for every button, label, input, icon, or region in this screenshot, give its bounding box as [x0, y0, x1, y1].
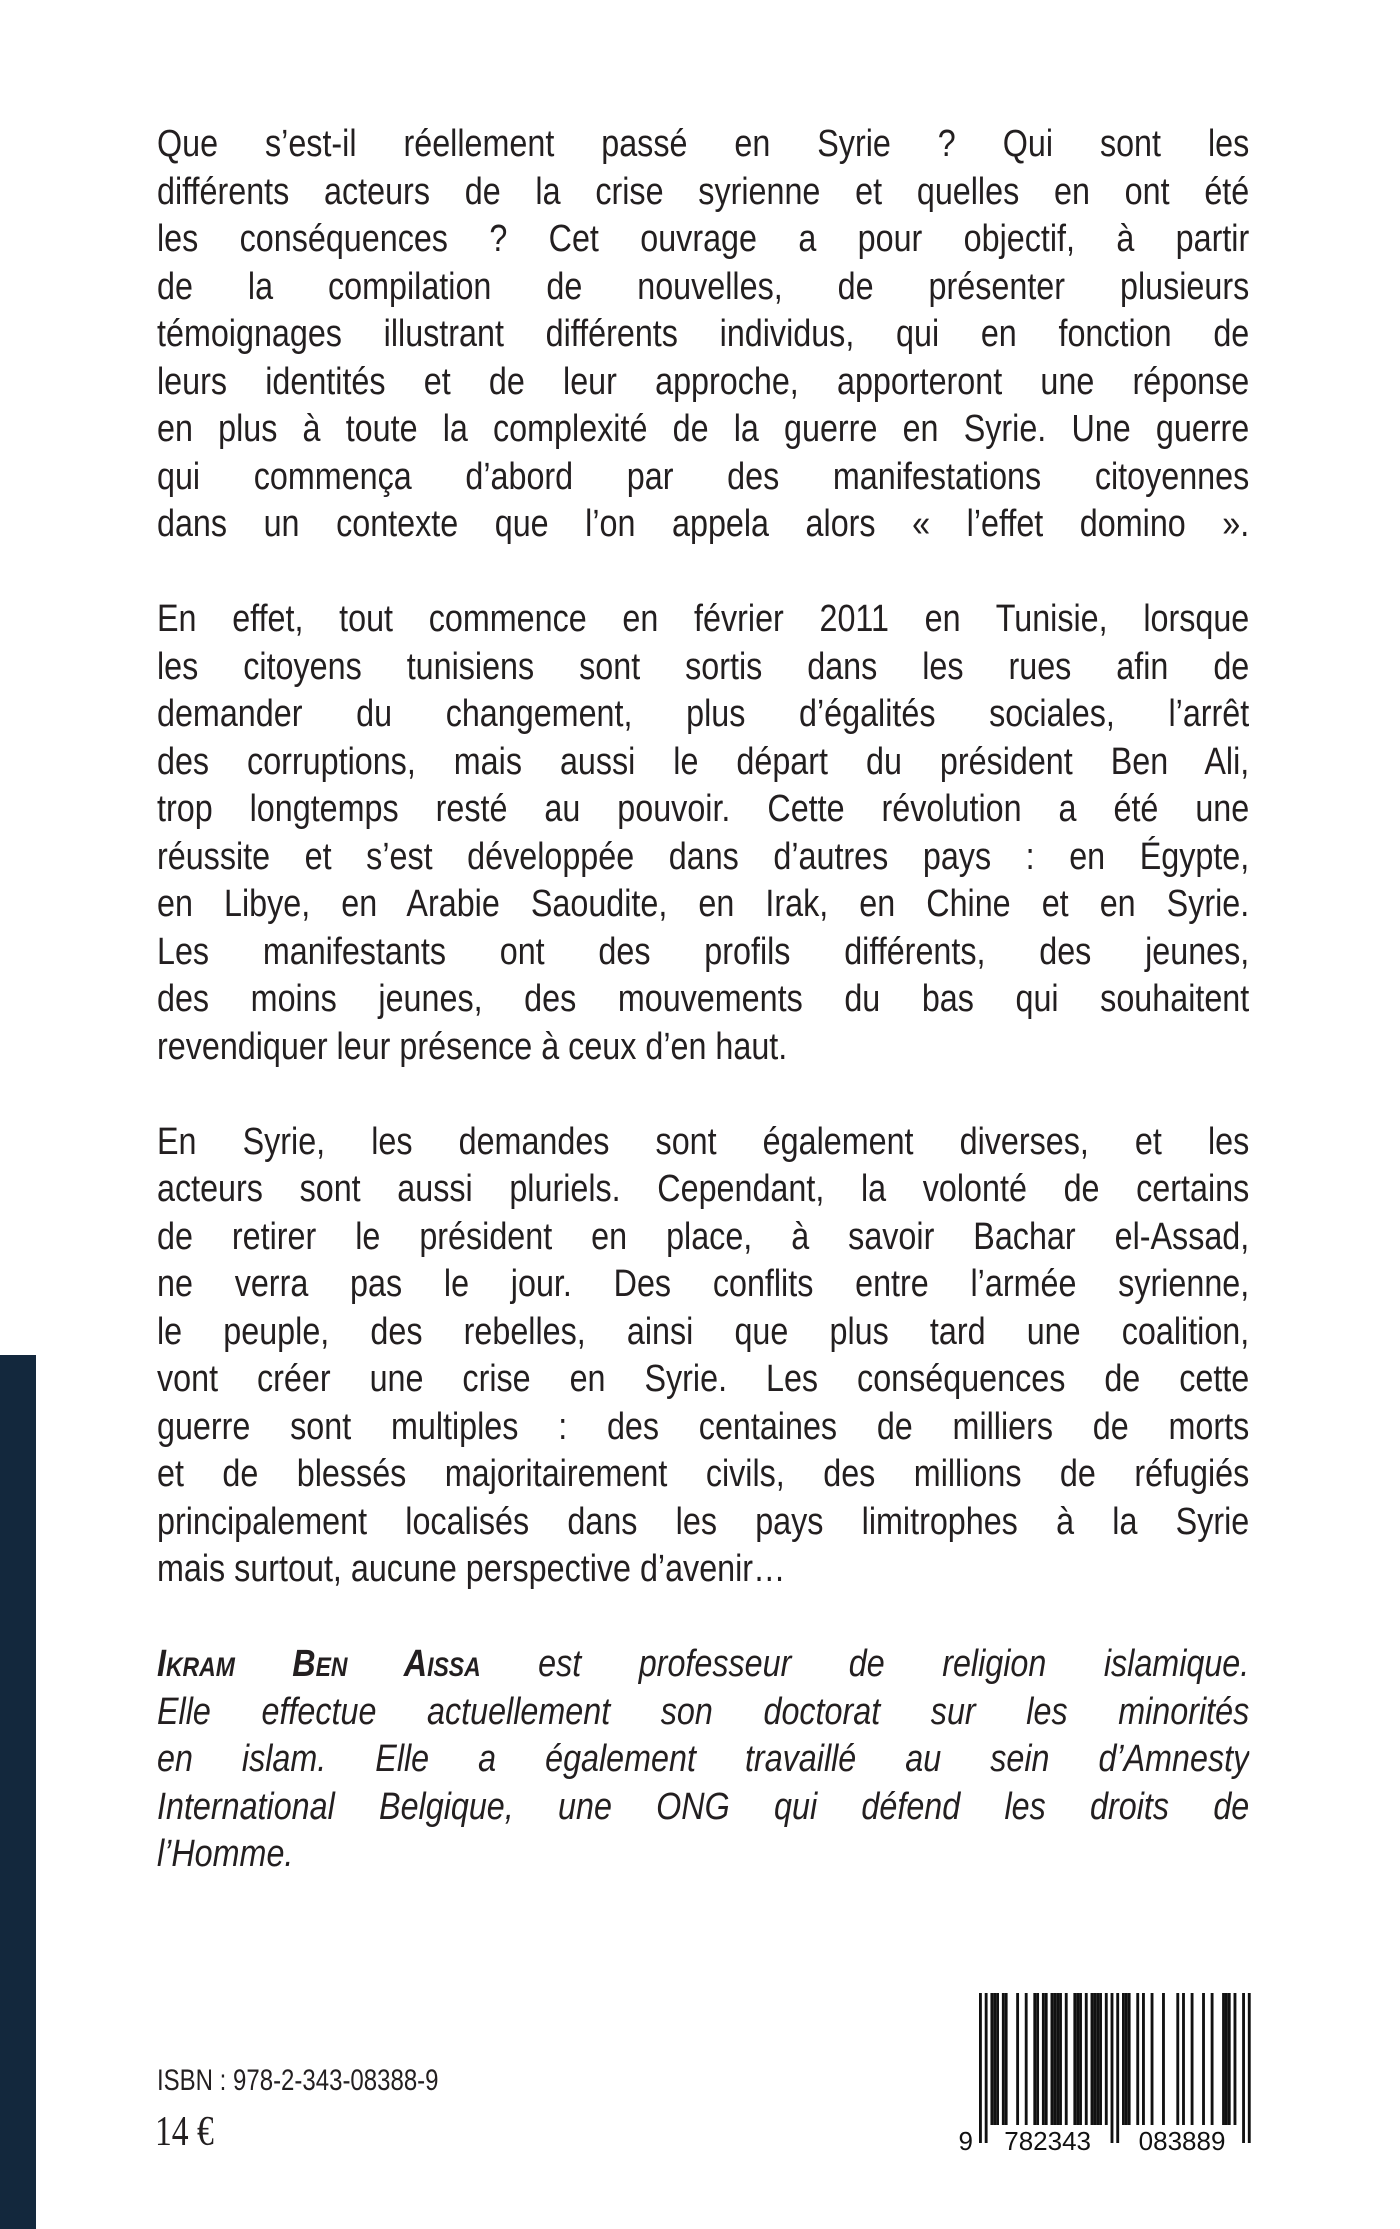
- barcode-bar: [1051, 1993, 1054, 2125]
- barcode-bar: [979, 1993, 982, 2143]
- text-line: témoignages illustrant différents individus, qui en fonction de: [157, 313, 1250, 355]
- text-line: des moins jeunes, des mouvements du bas qui souhaitent: [157, 978, 1250, 1020]
- text-line: guerre sont multiples : des centaines de milliers de morts: [157, 1405, 1250, 1448]
- barcode-bar: [1111, 1993, 1114, 2143]
- text-line: trop longtemps resté au pouvoir. Cette révolution a été une: [157, 788, 1250, 830]
- bio-line: [157, 1641, 1249, 1689]
- barcode-bar: [1025, 1993, 1028, 2125]
- barcode-bar: [1053, 1993, 1056, 2125]
- text-line: En Syrie, les demandes sont également diverses, et les: [157, 1120, 1250, 1163]
- barcode-bar: [1085, 1993, 1088, 2125]
- barcode-bar: [1182, 1993, 1185, 2125]
- text-line: mais surtout, aucune perspective d’avenir…: [157, 1548, 786, 1590]
- barcode-bar: [1079, 1993, 1082, 2125]
- barcode-bar: [1234, 1993, 1237, 2125]
- barcode-bar: [1065, 1993, 1068, 2125]
- text-line: de la compilation de nouvelles, de présenter plusieurs: [157, 265, 1250, 308]
- barcode-bar: [1005, 1993, 1008, 2125]
- text-line: différents acteurs de la crise syrienne et quelles en ont été: [157, 170, 1250, 213]
- author-bio: [157, 1641, 1249, 1879]
- bio-line: International Belgique, une ONG qui défend les droits de: [157, 1785, 1250, 1828]
- text-line: vont créer une crise en Syrie. Les conséquences de cette: [157, 1358, 1250, 1400]
- barcode-bar: [1242, 1993, 1245, 2143]
- text-line: dans un contexte que l’on appela alors « l’effet domino ».: [157, 503, 1250, 545]
- text-line: principalement localisés dans les pays limitrophes à la Syrie: [157, 1500, 1250, 1543]
- barcode-bar: [1093, 1993, 1096, 2125]
- back-cover-text: [157, 121, 1249, 1926]
- text-line: des corruptions, mais aussi le départ du président Ben Ali,: [157, 740, 1250, 783]
- text-line: les citoyens tunisiens sont sortis dans les rues afin de: [157, 645, 1250, 688]
- paragraph: [157, 121, 1249, 549]
- text-line: Que s’est-il réellement passé en Syrie ? Qui sont les: [157, 123, 1250, 165]
- bio-text: est professeur de religion islamique.: [480, 1643, 1250, 1685]
- text-line: le peuple, des rebelles, ainsi que plus tard une coalition,: [157, 1310, 1250, 1353]
- paragraph: [157, 596, 1249, 1071]
- barcode-digits: 782343: [1004, 2126, 1092, 2156]
- text-line: leurs identités et de leur approche, apporteront une réponse: [157, 360, 1250, 403]
- bio-line: en islam. Elle a également travaillé au sein d’Amnesty: [157, 1738, 1250, 1780]
- barcode-bar: [1091, 1993, 1094, 2125]
- barcode-bar: [1228, 1993, 1231, 2125]
- author-name: Ikram Ben Aissa: [157, 1643, 481, 1685]
- price: 14 €: [155, 2109, 214, 2155]
- barcode-bar: [1136, 1993, 1139, 2125]
- text-line: en Libye, en Arabie Saoudite, en Irak, en Chine et en Syrie.: [157, 883, 1250, 925]
- text-line: qui commença d’abord par des manifestations citoyennes: [157, 455, 1250, 498]
- barcode-bar: [1036, 1993, 1039, 2125]
- barcode-bar: [1002, 1993, 1005, 2125]
- barcode-bar: [1142, 1993, 1145, 2125]
- barcode-bar: [1116, 1993, 1119, 2143]
- text-line: les conséquences ? Cet ouvrage a pour objectif, à partir: [157, 218, 1250, 260]
- barcode-bar: [1105, 1993, 1108, 2125]
- text-line: et de blessés majoritairement civils, des millions de réfugiés: [157, 1453, 1250, 1495]
- barcode-bar: [1045, 1993, 1048, 2125]
- barcode-bar: [1056, 1993, 1059, 2125]
- barcode-bar: [993, 1993, 996, 2125]
- barcode-bar: [1096, 1993, 1099, 2125]
- barcode-bar: [1128, 1993, 1131, 2125]
- barcode-bar: [985, 1993, 988, 2143]
- paragraph: [157, 1119, 1249, 1594]
- barcode-bar: [1122, 1993, 1125, 2125]
- barcode-bar: [1073, 1993, 1076, 2125]
- barcode-bar: [1033, 1993, 1036, 2125]
- bio-line: l’Homme.: [157, 1833, 294, 1875]
- barcode-bar: [1225, 1993, 1228, 2125]
- text-line: En effet, tout commence en février 2011 en Tunisie, lorsque: [157, 598, 1250, 640]
- text-line: réussite et s’est développée dans d’autres pays : en Égypte,: [157, 835, 1250, 878]
- barcode-bar: [1076, 1993, 1079, 2125]
- barcode-bar: [1099, 1993, 1102, 2125]
- barcode-bar: [1042, 1993, 1045, 2125]
- barcode-bar: [996, 1993, 999, 2125]
- spine-color-bar: [0, 1355, 36, 2229]
- barcode-digits: 083889: [1138, 2126, 1226, 2156]
- barcode-bar: [1125, 1993, 1128, 2125]
- barcode-bar: [1222, 1993, 1225, 2125]
- barcode-bar: [1016, 1993, 1019, 2125]
- barcode-bar: [1191, 1993, 1194, 2125]
- text-line: Les manifestants ont des profils différents, des jeunes,: [157, 930, 1250, 973]
- barcode-bar: [1162, 1993, 1165, 2125]
- barcode: [955, 1990, 1255, 2160]
- isbn: ISBN : 978-2-343-08388-9: [157, 2064, 439, 2097]
- text-line: acteurs sont aussi pluriels. Cependant, la volonté de certains: [157, 1168, 1250, 1210]
- text-line: demander du changement, plus d’égalités sociales, l’arrêt: [157, 693, 1250, 735]
- text-line: revendiquer leur présence à ceux d’en haut.: [157, 1025, 788, 1068]
- barcode-bar: [1176, 1993, 1179, 2125]
- text-line: ne verra pas le jour. Des conflits entre l’armée syrienne,: [157, 1263, 1250, 1305]
- barcode-bar: [1211, 1993, 1214, 2125]
- barcode-bar: [1248, 1993, 1251, 2143]
- barcode-bar: [1059, 1993, 1062, 2125]
- barcode-bar: [1202, 1993, 1205, 2125]
- barcode-bar: [1151, 1993, 1154, 2125]
- barcode-digits: 9: [958, 2126, 973, 2156]
- barcode-bar: [990, 1993, 993, 2125]
- text-line: de retirer le président en place, à savoir Bachar el-Assad,: [157, 1215, 1250, 1258]
- bio-line: Elle effectue actuellement son doctorat sur les minorités: [157, 1690, 1250, 1733]
- text-line: en plus à toute la complexité de la guerre en Syrie. Une guerre: [157, 408, 1250, 450]
